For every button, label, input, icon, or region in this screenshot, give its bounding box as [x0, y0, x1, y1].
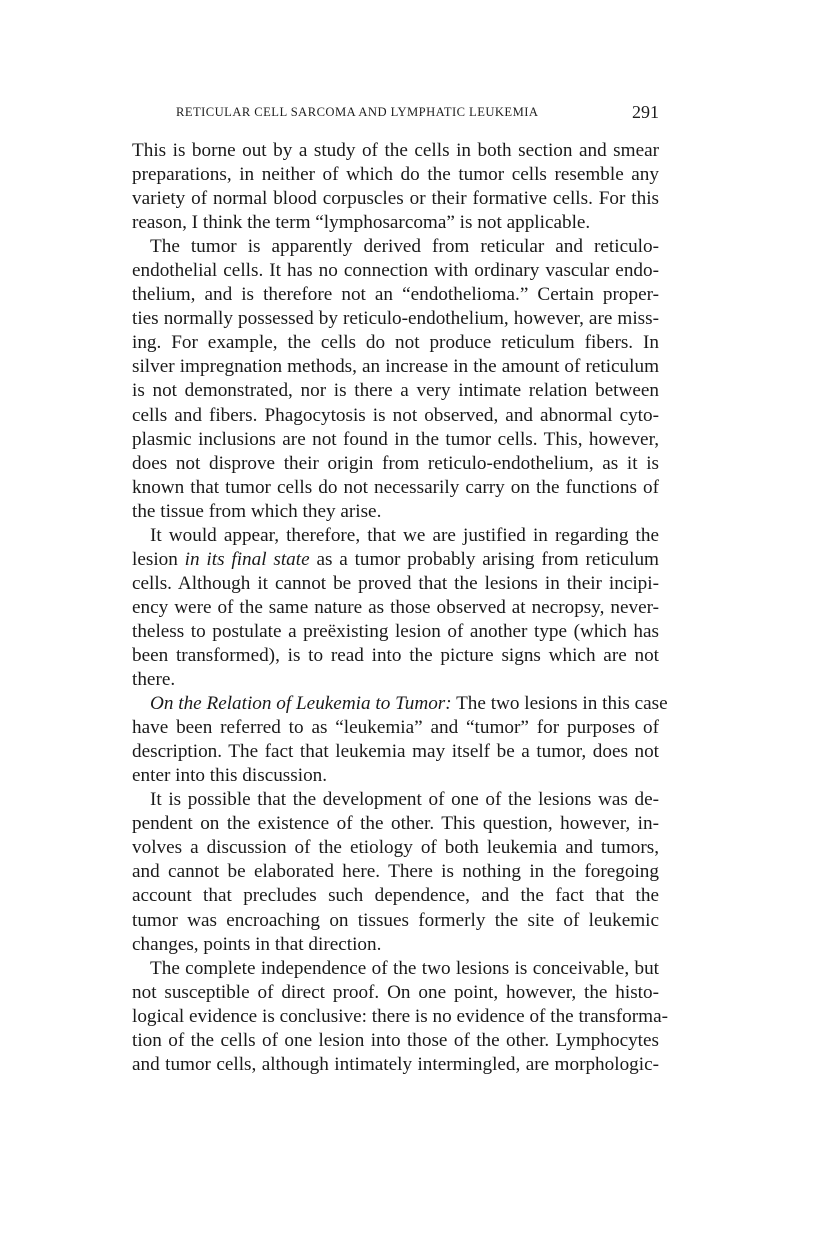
text-line	[132, 668, 659, 692]
text-line	[132, 933, 659, 957]
text-line	[132, 692, 668, 716]
line-text: cells. Although it cannot be proved that the lesions in their incipi-	[132, 572, 659, 594]
text-line	[132, 331, 659, 355]
line-text: The tumor is apparently derived from reticular and reticulo-	[150, 236, 659, 258]
line-text: ing. For example, the cells do not produce reticulum fibers. In	[132, 332, 659, 354]
line-text: ency were of the same nature as those observed at necropsy, never-	[132, 596, 659, 618]
line-text: reason, I think the term “lymphosarcoma” is not applicable.	[132, 212, 591, 234]
text-line	[132, 644, 659, 668]
line-text: have been referred to as “leukemia” and “tumor” for purposes of	[132, 717, 659, 739]
line-text: the tissue from which they arise.	[132, 500, 382, 522]
line-text: changes, points in that direction.	[132, 933, 382, 955]
line-text: lesion	[132, 548, 185, 570]
line-text: preparations, in neither of which do the tumor cells resemble any	[132, 164, 659, 186]
body-text	[132, 139, 668, 1077]
text-line	[132, 283, 659, 307]
text-line	[132, 812, 659, 836]
line-text: plasmic inclusions are not found in the tumor cells. This, however,	[132, 428, 659, 450]
line-text: theless to postulate a preëxisting lesion of another type (which has	[132, 620, 659, 642]
italic-text: On the Relation of Leukemia to Tumor:	[150, 693, 452, 715]
line-text: as a tumor probably arising from reticulum	[309, 548, 659, 570]
text-line	[132, 740, 659, 764]
text-line	[132, 163, 659, 187]
text-line	[132, 379, 659, 403]
line-text: cells and fibers. Phagocytosis is not observed, and abnormal cyto-	[132, 404, 659, 426]
line-text: The two lesions in this case	[451, 693, 668, 715]
line-text: and cannot be elaborated here. There is nothing in the foregoing	[132, 861, 659, 883]
text-line	[132, 836, 659, 860]
line-text: description. The fact that leukemia may itself be a tumor, does not	[132, 741, 659, 763]
running-head: RETICULAR CELL SARCOMA AND LYMPHATIC LEUKEMIA	[176, 105, 539, 119]
page-number: 291	[632, 102, 659, 122]
line-text: variety of normal blood corpuscles or their formative cells. For this	[132, 188, 659, 210]
text-line	[132, 139, 659, 163]
text-line	[132, 572, 659, 596]
text-line	[132, 548, 659, 572]
page-header	[132, 103, 659, 127]
text-line	[132, 500, 659, 524]
text-line	[132, 596, 659, 620]
line-text: not susceptible of direct proof. On one point, however, the histo-	[132, 981, 659, 1003]
text-line	[132, 524, 659, 548]
text-line	[132, 404, 659, 428]
text-line	[132, 187, 659, 211]
line-text: there.	[132, 669, 176, 691]
text-line	[132, 235, 659, 259]
text-line	[132, 1029, 659, 1053]
line-text: pendent on the existence of the other. This question, however, in-	[132, 813, 659, 835]
text-line	[132, 355, 659, 379]
text-line	[132, 909, 659, 933]
text-line	[132, 476, 659, 500]
line-text: does not disprove their origin from reticulo-endothelium, as it is	[132, 452, 659, 474]
line-text: endothelial cells. It has no connection with ordinary vascular endo-	[132, 260, 659, 282]
text-line	[132, 764, 659, 788]
line-text: enter into this discussion.	[132, 765, 328, 787]
line-text: account that precludes such dependence, and the fact that the	[132, 885, 659, 907]
text-line	[132, 620, 659, 644]
italic-text: in its final state	[184, 548, 310, 570]
line-text: is not demonstrated, nor is there a very intimate relation between	[132, 380, 659, 402]
text-line	[132, 307, 659, 331]
text-line	[132, 788, 659, 812]
text-line	[132, 1005, 668, 1029]
line-text: tumor was encroaching on tissues formerly the site of leukemic	[132, 909, 659, 931]
line-text: volves a discussion of the etiology of both leukemia and tumors,	[132, 837, 659, 859]
text-line	[132, 957, 659, 981]
line-text: thelium, and is therefore not an “endothelioma.” Certain proper-	[132, 284, 659, 306]
text-line	[132, 259, 659, 283]
text-line	[132, 860, 659, 884]
line-text: tion of the cells of one lesion into those of the other. Lymphocytes	[132, 1029, 659, 1051]
line-text: ties normally possessed by reticulo-endothelium, however, are miss-	[132, 308, 659, 330]
line-text: logical evidence is conclusive: there is no evidence of the transforma-	[132, 1005, 668, 1027]
text-line	[132, 716, 659, 740]
text-line	[132, 981, 659, 1005]
line-text: It is possible that the development of one of the lesions was de-	[150, 789, 659, 811]
text-line	[132, 884, 659, 908]
line-text: known that tumor cells do not necessarily carry on the functions of	[132, 476, 659, 498]
line-text: been transformed), is to read into the picture signs which are not	[132, 644, 659, 666]
line-text: It would appear, therefore, that we are justified in regarding the	[150, 524, 659, 546]
text-line	[132, 1053, 659, 1077]
text-line	[132, 428, 659, 452]
line-text: The complete independence of the two lesions is conceivable, but	[150, 957, 659, 979]
line-text: and tumor cells, although intimately intermingled, are morphologic-	[132, 1053, 659, 1075]
text-line	[132, 452, 659, 476]
line-text: silver impregnation methods, an increase in the amount of reticulum	[132, 356, 659, 378]
text-line	[132, 211, 659, 235]
line-text: This is borne out by a study of the cells in both section and smear	[132, 140, 659, 161]
